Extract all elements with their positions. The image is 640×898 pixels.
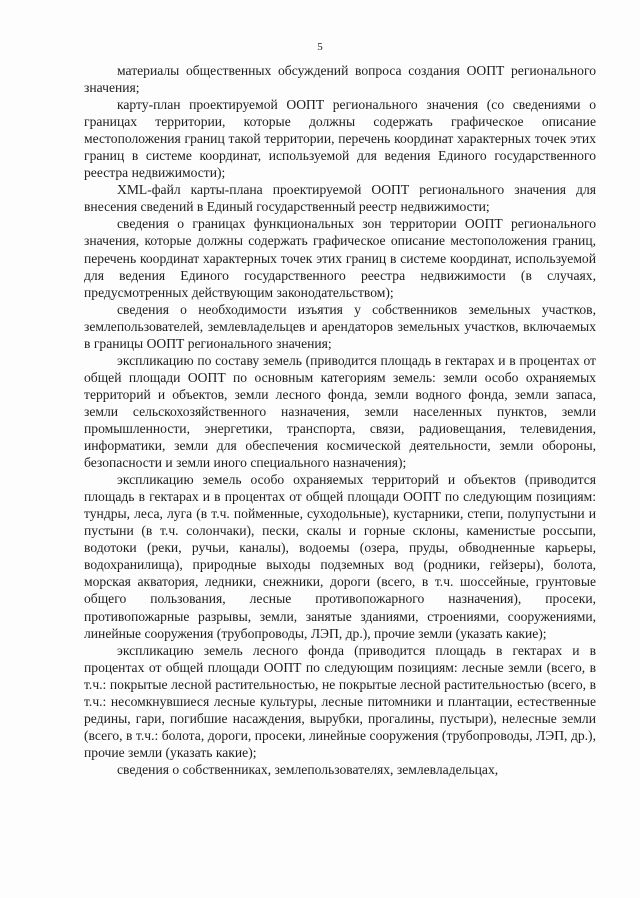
paragraph-functional-zones: сведения о границах функциональных зон территории ООПТ регионального значения, которые должны содержать графическое описание местоположения границ, перечень координат характерных точек этих границ в системе координат, используемой для ведения Единого государственного реестра недвижимости (в случаях, предусмотренных действующим законодательством); — [84, 216, 596, 300]
paragraph-land-composition-explication: экспликацию по составу земель (приводится площадь в гектарах и в процентах от общей площади ООПТ по основным категориям земель: земли особо охраняемых территорий и объектов, земли лесного фонда, земли водного фонда, земли запаса, земли сельскохозяйственного назначения, земли населенных пунктов, земли промышленности, энергетики, транспорта, связи, радиовещания, телевидения, информатики, земли для обеспечения космической деятельности, земли обороны, безопасности и земли иного специального назначения); — [84, 352, 596, 471]
paragraph-forest-fund-explication: экспликацию земель лесного фонда (приводится площадь в гектарах и в процентах от общей площади ООПТ по следующим позициям: лесные земли (всего, в т.ч.: покрытые лесной растительностью, не покрытые лесной растительностью (всего, в т.ч.: несомкнувшиеся лесные культуры, лесные питомники и плантации, естественные редины, гари, погибшие насаждения, вырубки, прогалины, пустыри), нелесные земли (всего, в т.ч.: болота, дороги, просеки, линейные сооружения (трубопроводы, ЛЭП, др.), прочие земли (указать какие); — [84, 642, 596, 760]
page-number: 5 — [317, 41, 323, 53]
paragraph-map-plan: карту-план проектируемой ООПТ регионального значения (со сведениями о границах территории, которые должны содержать графическое описание местоположения границ такой территории, перечень координат характерных точек этих границ в системе координат, используемой для ведения Единого государственного реестра недвижимости); — [84, 97, 596, 181]
paragraph-xml-file: XML-файл карты-плана проектируемой ООПТ регионального значения для внесения сведений в Единый государственный реестр недвижимости; — [84, 182, 596, 215]
paragraph-protected-lands-explication: экспликацию земель особо охраняемых территорий и объектов (приводится площадь в гектарах и в процентах от общей площади ООПТ по следующим позициям: тундры, леса, луга (в т.ч. пойменные, суходольные), кустарники, степи, полупустыни и пустыни (в т.ч. солончаки), пески, скалы и горные склоны, каменистые россыпи, водотоки (реки, ручьи, каналы), водоемы (озера, пруды, обводненные карьеры, водохранилища), природные выходы подземных вод (родники, гейзеры), болота, морская акватория, ледники, снежники, дороги (всего, в т.ч. шоссейные, грунтовые общего пользования, лесные противопожарного назначения), просеки, противопожарные разрывы, земли, занятые зданиями, строениями, сооружениями, линейные сооружения (трубопроводы, ЛЭП, др.), прочие земли (указать какие); — [84, 472, 596, 641]
document-body — [84, 62, 596, 778]
paragraph-public-discussion-materials: материалы общественных обсуждений вопроса создания ООПТ регионального значения; — [84, 63, 596, 96]
paragraph-owners-information: сведения о собственниках, землепользователях, землевладельцах, — [117, 761, 499, 777]
paragraph-land-seizure: сведения о необходимости изъятия у собственников земельных участков, землепользователей, землевладельцев и арендаторов земельных участков, включаемых в границы ООПТ регионального значения; — [84, 301, 596, 351]
